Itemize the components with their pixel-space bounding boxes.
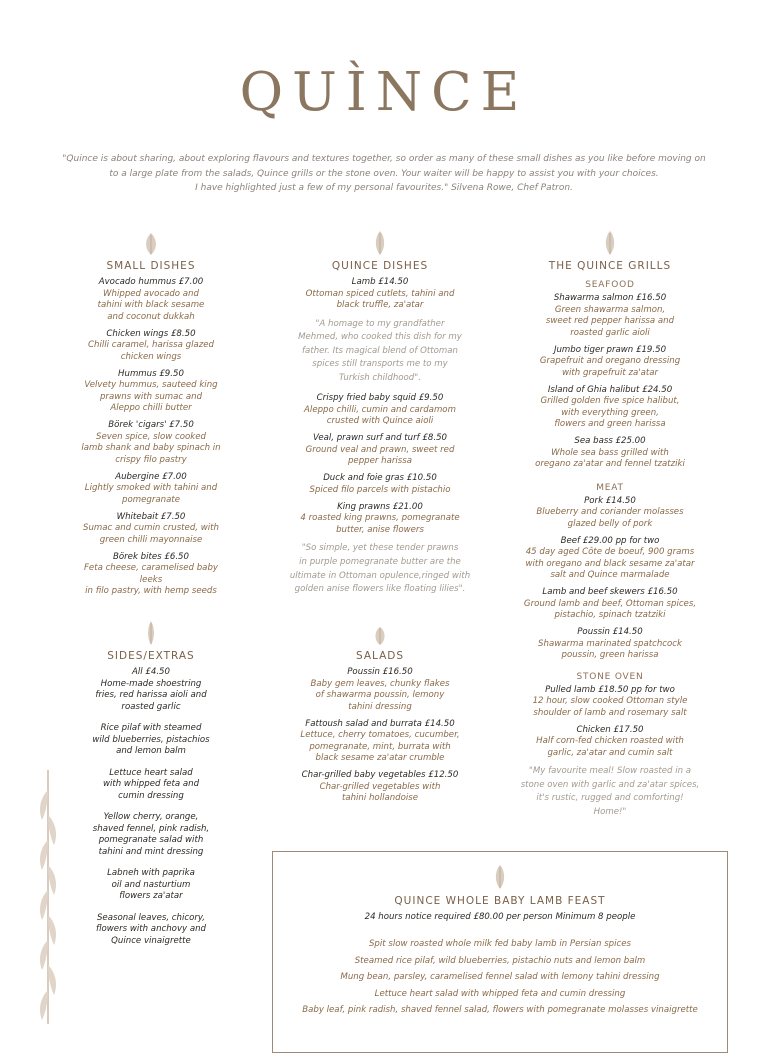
quote-line: father. Its magical blend of Ottoman [302,345,458,356]
chef-quote [520,765,700,819]
item-name: Hummus £9.50 [118,368,184,379]
item-name: Lamb £14.50 [351,277,409,287]
side-item-line: cumin dressing [118,790,184,801]
item-name: Chicken £17.50 [576,724,644,735]
menu-item [285,770,475,805]
feast-notice: 24 hours notice required £80.00 per person Minimum 8 people [364,912,636,922]
side-item-line: All £4.50 [132,667,170,677]
item-desc-line: with grapefruit za'atar [561,367,659,378]
item-desc-line: black sesame za'atar crumble [315,753,445,763]
side-item-line: Home-made shoestring [100,678,202,689]
item-desc-line: pomegranate, mint, burrata with [309,741,451,752]
menu-item [520,293,700,339]
item-desc-line: and coconut dukkah [107,311,195,322]
item-name: Aubergine £7.00 [115,471,187,482]
leaf-icon [143,232,159,256]
menu-item [520,385,700,431]
chef-quote [280,542,480,596]
item-desc-line: Whipped avocado and [103,288,199,299]
side-item-line: with whipped feta and [102,779,200,789]
side-item-line: and lemon balm [116,746,186,756]
side-item-line: Labneh with paprika [107,868,195,878]
item-name: Jumbo tiger prawn £19.50 [553,344,667,355]
sides-section [75,620,227,957]
item-desc-line: Blueberry and coriander molasses [536,507,684,517]
quince-dishes-title: QUINCE DISHES [331,260,429,272]
menu-item [520,725,700,760]
quote-line: stone oven with garlic and za'atar spices, [520,779,700,790]
item-name: Chicken wings £8.50 [106,328,196,339]
side-item [75,868,227,903]
item-desc-line: oregano za'atar and fennel tzatziki [535,459,685,469]
menu-item [520,496,700,531]
item-desc-line: Shawarma marinated spatchcock [538,638,682,649]
lamb-feast-box [272,851,728,1053]
side-item-line: pomegranate salad with [98,835,204,845]
item-name: King prawns £21.00 [337,501,423,512]
item-name: Crispy fried baby squid £9.50 [316,393,444,404]
menu-item [75,512,227,547]
item-name: Lamb and beef skewers £16.50 [542,587,678,597]
small-dishes-title: SMALL DISHES [106,260,196,272]
leaf-icon [492,864,508,890]
item-desc-line: pomegranate [122,494,180,505]
item-desc-line: chicken wings [120,351,182,362]
intro-line: to a large plate from the salads, Quince grills or the stone oven. Your waiter will be happy to assist you with your choices. [109,168,659,179]
side-item-line: tahini and mint dressing [98,846,204,857]
item-desc-line: Char-grilled vegetables with [319,781,441,792]
item-desc-line: black truffle, za'atar [336,300,424,310]
side-item-line: shaved fennel, pink radish, [92,823,210,834]
item-desc-line: Lettuce, cherry tomatoes, cucumber, [300,730,460,740]
quote-line: "A homage to my grandfather [315,318,445,329]
item-desc-line: pepper harissa [347,456,413,467]
item-desc-line: tahini hollandoise [341,793,419,803]
feast-item: Mung bean, parsley, caramelised fennel salad with lemony tahini dressing [340,972,660,982]
leaf-icon [372,230,388,256]
leaf-icon [602,230,618,256]
quote-line: it's rustic, rugged and comforting! Home!" [536,793,684,817]
item-desc-line: of shawarma poussin, lemony [315,690,445,700]
menu-item [280,393,480,428]
side-item-line: Yellow cherry, orange, [103,812,199,822]
meat-subtitle: MEAT [596,482,624,493]
side-item [75,667,227,713]
item-desc-line: Ground lamb and beef, Ottoman spices, [523,598,697,609]
side-item-line: flowers with anchovy and [95,924,207,934]
salads-section [285,626,475,810]
menu-item [520,627,700,662]
intro-line: I have highlighted just a few of my personal favourites." Silvena Rowe, Chef Patron. [195,183,573,193]
item-desc-line: with everything green, [561,407,659,418]
side-item-line: wild blueberries, pistachios [92,734,210,745]
item-desc-line: crispy filo pastry [115,454,187,465]
item-desc-line: salt and Quince marmalade [550,570,670,580]
item-desc-line: poussin, green harissa [561,650,659,660]
menu-item [280,502,480,537]
sides-title: SIDES/EXTRAS [107,650,195,662]
side-item [75,723,227,758]
item-name: Börek bites £6.50 [113,551,189,562]
item-name: Poussin £16.50 [347,667,413,677]
chef-quote [280,318,480,386]
item-desc-line: sweet red pepper harissa and [545,316,675,326]
item-desc-line: Feta cheese, caramelised baby leeks [83,563,218,585]
item-desc-line: green chilli mayonnaise [99,534,203,545]
side-item-line: fries, red harissa aioli and [95,690,207,700]
side-item [75,913,227,948]
item-desc-line: flowers and green harissa [554,419,666,429]
quote-line: in purple pomegranate butter are the [299,557,461,568]
item-name: Island of Ghia halibut £24.50 [547,384,673,395]
menu-item [75,552,227,598]
side-item-line: oil and nasturtium [111,879,191,890]
quote-line: "So simple, yet these tender prawns [301,543,459,554]
feast-item: Steamed rice pilaf, wild blueberries, pistachio nuts and lemon balm [354,955,646,966]
item-name: Börek 'cigars' £7.50 [108,420,194,430]
item-desc-line: Ottoman spiced cutlets, tahini and [305,288,455,299]
item-name: Veal, prawn surf and turf £8.50 [312,433,448,444]
item-desc-line: prawns with sumac and [99,391,203,402]
item-name: Whitebait £7.50 [116,511,186,522]
menu-item [75,369,227,415]
menu-item [520,436,700,471]
grills-title: THE QUINCE GRILLS [548,260,672,272]
menu-item [75,277,227,323]
item-desc-line: 4 roasted king prawns, pomegranate [300,513,460,524]
salads-title: SALADS [355,650,405,662]
item-desc-line: glazed belly of pork [567,518,653,529]
side-item-line: Quince vinaigrette [111,935,191,946]
item-desc-line: Seven spice, slow cooked [96,431,206,442]
item-desc-line: tahini dressing [348,701,412,712]
item-name: Fattoush salad and burrata £14.50 [305,718,455,729]
side-item-line: flowers za'atar [119,891,183,901]
item-desc-line: Velvety hummus, sauteed king [84,380,218,390]
item-desc-line: lamb shank and baby spinach in [81,443,221,453]
menu-item [520,685,700,720]
item-desc-line: Baby gem leaves, chunky flakes [310,678,450,689]
item-desc-line: crusted with Quince aioli [326,416,434,427]
item-desc-line: 45 day aged Côte de boeuf, 900 grams [525,547,695,557]
item-desc-line: Aleppo chilli, cumin and cardamom [304,404,456,415]
side-item-line: Lettuce heart salad [109,767,193,778]
quince-grills-section [520,230,700,827]
item-desc-line: Sumac and cumin crusted, with [83,523,219,533]
feast-item: Lettuce heart salad with whipped feta and cumin dressing [374,988,626,999]
side-item [75,768,227,803]
leaf-icon [372,626,388,646]
menu-item [280,277,480,312]
item-desc-line: pistachio, spinach tzatziki [554,610,666,620]
feast-title: QUINCE WHOLE BABY LAMB FEAST [394,895,606,907]
item-desc-line: Grapefruit and oregano dressing [539,356,681,366]
side-item-line: Rice pilaf with steamed [100,723,202,733]
quince-dishes-section [280,230,480,605]
quote-line: "My favourite meal! Slow roasted in a [528,766,692,776]
item-desc-line: roasted garlic aioli [570,327,650,338]
chef-introduction [40,152,728,196]
small-dishes-section [75,232,227,603]
item-desc-line: Lightly smoked with tahini and [84,483,218,493]
item-desc-line: Spiced filo parcels with pistachio [309,484,451,495]
menu-item [285,667,475,713]
item-desc-line: Whole sea bass grilled with [551,447,669,458]
menu-item [75,420,227,466]
item-name: Char-grilled baby vegetables £12.50 [301,770,459,780]
quote-line: golden anise flowers like floating lilies". [294,584,466,595]
menu-item [285,719,475,765]
item-desc-line: shoulder of lamb and rosemary salt [533,707,687,718]
item-name: Pulled lamb £18.50 pp for two [545,684,675,695]
feast-item: Spit slow roasted whole milk fed baby lamb in Persian spices [368,939,632,949]
item-name: Avocado hummus £7.00 [98,277,204,287]
menu-item [520,536,700,582]
menu-item [520,587,700,622]
item-desc-line: Ground veal and prawn, sweet red [305,444,455,455]
item-name: Poussin £14.50 [577,627,643,637]
stone-oven-subtitle: STONE OVEN [576,671,644,682]
item-name: Duck and foie gras £10.50 [323,473,437,484]
side-item [75,812,227,858]
quote-line: Turkish childhood". [339,372,421,383]
quote-line: Mehmed, who cooked this dish for my [298,332,462,343]
menu-item [520,345,700,380]
item-desc-line: Grilled golden five spice halibut, [540,396,680,406]
item-desc-line: butter, anise flowers [336,524,424,535]
menu-item [280,473,480,496]
item-desc-line: with oregano and black sesame za'atar [525,558,695,569]
side-item-line: roasted garlic [121,701,181,712]
item-desc-line: garlic, za'atar and cumin salt [547,747,673,758]
menu-item [280,433,480,468]
item-desc-line: tahini with black sesame [97,300,205,310]
item-name: Shawarma salmon £16.50 [553,293,667,303]
quote-line: spices still transports me to my [312,359,448,370]
item-desc-line: Aleppo chilli butter [110,403,192,413]
item-name: Sea bass £25.00 [574,436,646,446]
seafood-subtitle: SEAFOOD [585,280,635,290]
intro-line: "Quince is about sharing, about exploring flavours and textures together, so order as many of these small dishes as you like before moving on [62,154,706,164]
menu-item [75,472,227,507]
item-desc-line: Half corn-fed chicken roasted with [536,736,684,746]
item-name: Pork £14.50 [584,495,636,506]
quote-line: ultimate in Ottoman opulence,ringed with [289,570,471,581]
item-desc-line: in filo pastry, with hemp seeds [85,586,217,596]
feast-item: Baby leaf, pink radish, shaved fennel salad, flowers with pomegranate molasses vinaigrette [302,1005,698,1015]
wheat-stalk-illustration [30,770,70,1024]
side-item-line: Seasonal leaves, chicory, [96,912,206,923]
quince-logo: QUÌNCE [239,62,529,123]
item-desc-line: Green shawarma salmon, [554,304,666,315]
leaf-icon [145,620,157,646]
item-name: Beef £29.00 pp for two [560,535,660,546]
menu-item [75,329,227,364]
item-desc-line: 12 hour, slow cooked Ottoman style [532,696,688,706]
item-desc-line: Chilli caramel, harissa glazed [88,340,214,350]
